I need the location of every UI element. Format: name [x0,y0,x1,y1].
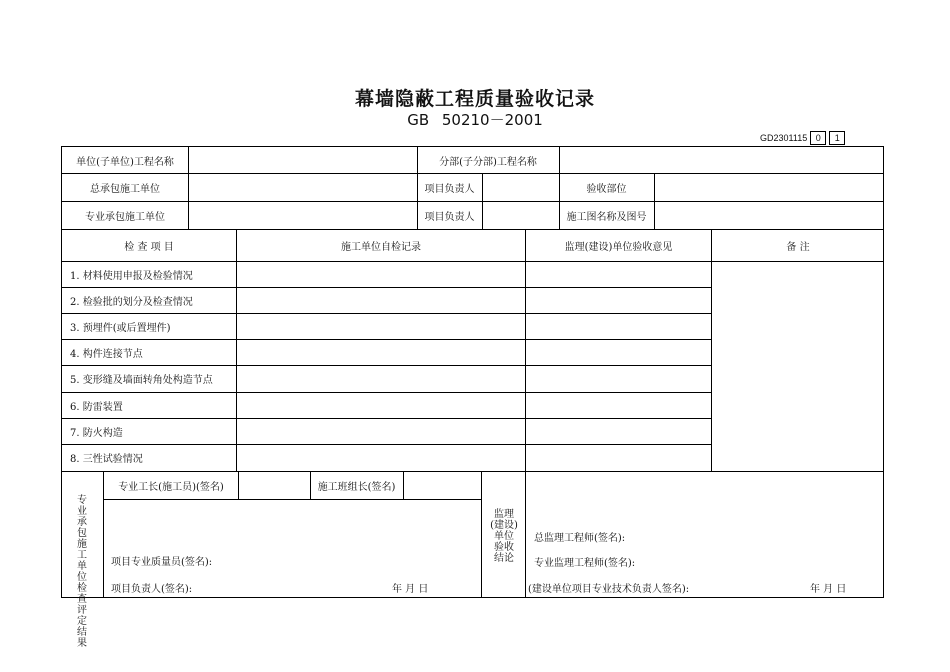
unit-project-field[interactable] [189,147,417,173]
project-leader-sign-label: 项目负责人(签名): [111,583,193,595]
chief-engineer-sign-label: 总监理工程师(签名): [534,532,626,544]
column-header-supervision: 监理(建设)单位验收意见 [564,241,673,253]
acceptance-part-field[interactable] [655,173,884,201]
drawing-field[interactable] [655,201,884,229]
supervision-date: 年 月 日 [810,583,847,595]
form-code [760,131,845,145]
page-title: 幕墙隐蔽工程质量验收记录 [354,88,595,110]
sub-project-label: 分部(子分部)工程名称 [439,156,537,168]
foreman-sign-field[interactable] [239,471,310,499]
project-leader-field-2[interactable] [483,201,559,229]
project-leader-label-1: 项目负责人 [424,183,475,195]
unit-project-label: 单位(子单位)工程名称 [76,156,174,168]
column-header-remarks: 备 注 [786,241,810,253]
team-leader-sign-field[interactable] [404,471,481,499]
rule [711,229,712,471]
drawing-label: 施工图名称及图号 [566,211,647,223]
rule [481,471,482,598]
specialty-contractor-label: 专业承包施工单位 [85,211,165,223]
contractor-date: 年 月 日 [392,583,429,595]
foreman-sign-label: 专业工长(施工员)(签名) [118,481,224,493]
contractor-result-label: 专 业 承 包 施 工 单 位 检 查 评 定 结 果 [77,495,87,649]
check-item-1: 1. 材料使用申报及检验情况 [70,270,193,282]
form-code-prefix: GD2301115 [760,133,808,143]
check-item-5: 5. 变形缝及墙面转角处构造节点 [70,375,213,386]
column-header-self-check: 施工单位自检记录 [341,241,421,253]
quality-officer-sign-label: 项目专业质量员(签名): [111,556,213,568]
specialty-engineer-sign-label: 专业监理工程师(签名): [534,557,636,569]
owner-tech-sign-label: (建设单位项目专业技术负责人签名): [528,583,690,595]
team-leader-sign-label: 施工班组长(签名) [317,481,396,493]
column-header-item: 检 查 项 目 [124,241,174,253]
general-contractor-label: 总承包施工单位 [90,183,160,195]
form-code-box-1: 0 [810,131,826,145]
form-table [61,146,884,649]
check-item-6: 6. 防雷装置 [70,401,123,413]
rule [236,229,237,471]
check-item-2: 2. 检验批的划分及检查情况 [70,296,193,308]
rule [525,229,526,471]
standard-code: GB 50210－2001 [407,111,543,129]
form-code-box-2: 1 [829,131,845,145]
check-item-4: 4. 构件连接节点 [70,348,143,360]
project-leader-label-2: 项目负责人 [424,211,475,223]
check-item-3: 3. 预埋件(或后置埋件) [70,322,171,334]
project-leader-field-1[interactable] [483,173,559,201]
rule [525,471,526,598]
sub-project-field[interactable] [560,147,884,173]
acceptance-part-label: 验收部位 [586,183,627,195]
general-contractor-field[interactable] [189,173,417,201]
check-item-8: 8. 三性试验情况 [70,454,143,465]
rule [103,499,481,500]
specialty-contractor-field[interactable] [189,201,417,229]
check-item-7: 7. 防火构造 [70,427,123,439]
supervision-conclusion-label: 监理 (建设) 单位 验收 结论 [490,509,518,564]
